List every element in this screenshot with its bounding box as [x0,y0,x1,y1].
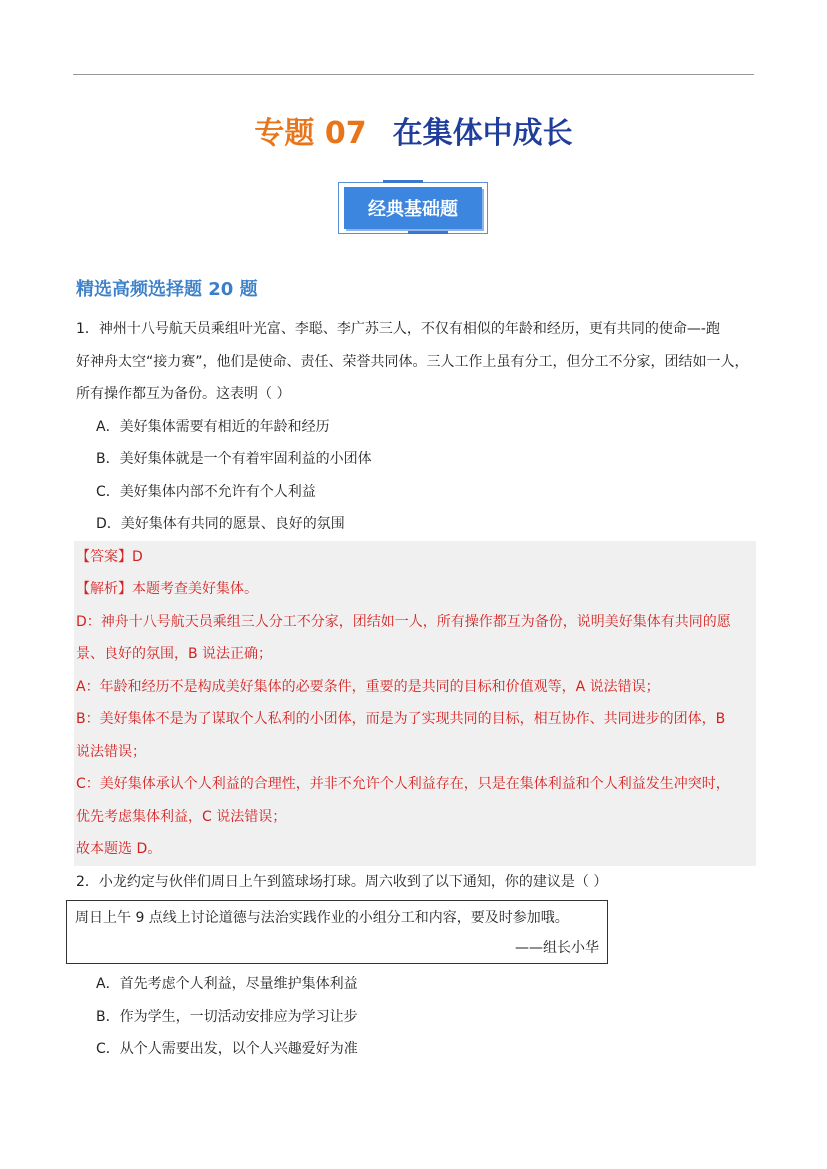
badge-decoration-bottom [408,231,448,234]
analysis-intro: 本题考查美好集体。 [132,581,258,597]
question-1 [76,313,756,866]
analysis-text: 故本题选 D。 [76,841,162,857]
analysis-text: A：年龄和经历不是构成美好集体的必要条件，重要的是共同的目标和价值观等，A 说法错误； [76,678,660,695]
analysis-line [76,573,756,606]
analysis-text: 景、良好的氛围，B 说法正确； [76,646,273,662]
header-rule [73,74,754,75]
question-2-option-a: A．首先考虑个人利益，尽量维护集体利益 [96,976,358,992]
answer-analysis-block [74,541,756,866]
question-2-stem: 2．小龙约定与伙伴们周日上午到篮球场打球。周六收到了以下通知，你的建议是（ ） [76,873,608,890]
analysis-label: 【解析】 [76,581,132,597]
analysis-text: 优先考虑集体利益，C 说法错误； [76,808,287,825]
answer-value: D [132,548,143,565]
notice-text: 周日上午 9 点线上讨论道德与法治实践作业的小组分工和内容，要及时参加哦。 [75,910,569,926]
question-2-option-c: C．从个人需要出发，以个人兴趣爱好为准 [96,1041,358,1057]
title-topic-number: 专题 07 [254,116,367,151]
answer-label: 【答案】 [76,548,132,565]
badge-label: 经典基础题 [344,187,482,229]
question-2-option-b: B．作为学生，一切活动安排应为学习让步 [96,1008,358,1025]
question-1-stem-line: 1．神州十八号航天员乘组叶光富、李聪、李广苏三人，不仅有相似的年龄和经历，更有共同的使命—-跑 [76,321,720,337]
analysis-text: B：美好集体不是为了谋取个人私利的小团体，而是为了实现共同的目标，相互协作、共同进步的团体，B [76,711,726,727]
analysis-text: C：美好集体承认个人利益的合理性，并非不允许个人利益存在，只是在集体利益和个人利益发生冲突时， [76,776,730,792]
analysis-text: D：神舟十八号航天员乘组三人分工不分家，团结如一人，所有操作都互为备份，说明美好集体有共同的愿 [76,613,731,630]
analysis-text: 说法错误； [76,743,146,760]
badge-decoration-top [383,180,423,183]
category-badge [338,182,490,236]
answer-line [76,541,756,574]
question-2 [76,866,756,1066]
section-heading: 精选高频选择题 20 题 [76,279,258,300]
notice-signature: ——组长小华 [515,940,599,956]
question-content [76,313,756,1066]
title-topic-name: 在集体中成长 [392,116,573,151]
question-1-option-a: A．美好集体需要有相近的年龄和经历 [96,418,330,435]
notice-box [66,900,608,964]
question-1-stem-line: 所有操作都互为备份。这表明（ ） [76,386,291,402]
question-1-option-d: D．美好集体有共同的愿景、良好的氛围 [96,516,345,532]
question-1-option-b: B．美好集体就是一个有着牢固利益的小团体 [96,451,372,467]
page-title [0,108,827,152]
question-1-option-c: C．美好集体内部不允许有个人利益 [96,483,316,500]
question-1-stem-line: 好神舟太空“接力赛”，他们是使命、责任、荣誉共同体。三人工作上虽有分工，但分工不分家，团结如一人， [76,353,749,370]
